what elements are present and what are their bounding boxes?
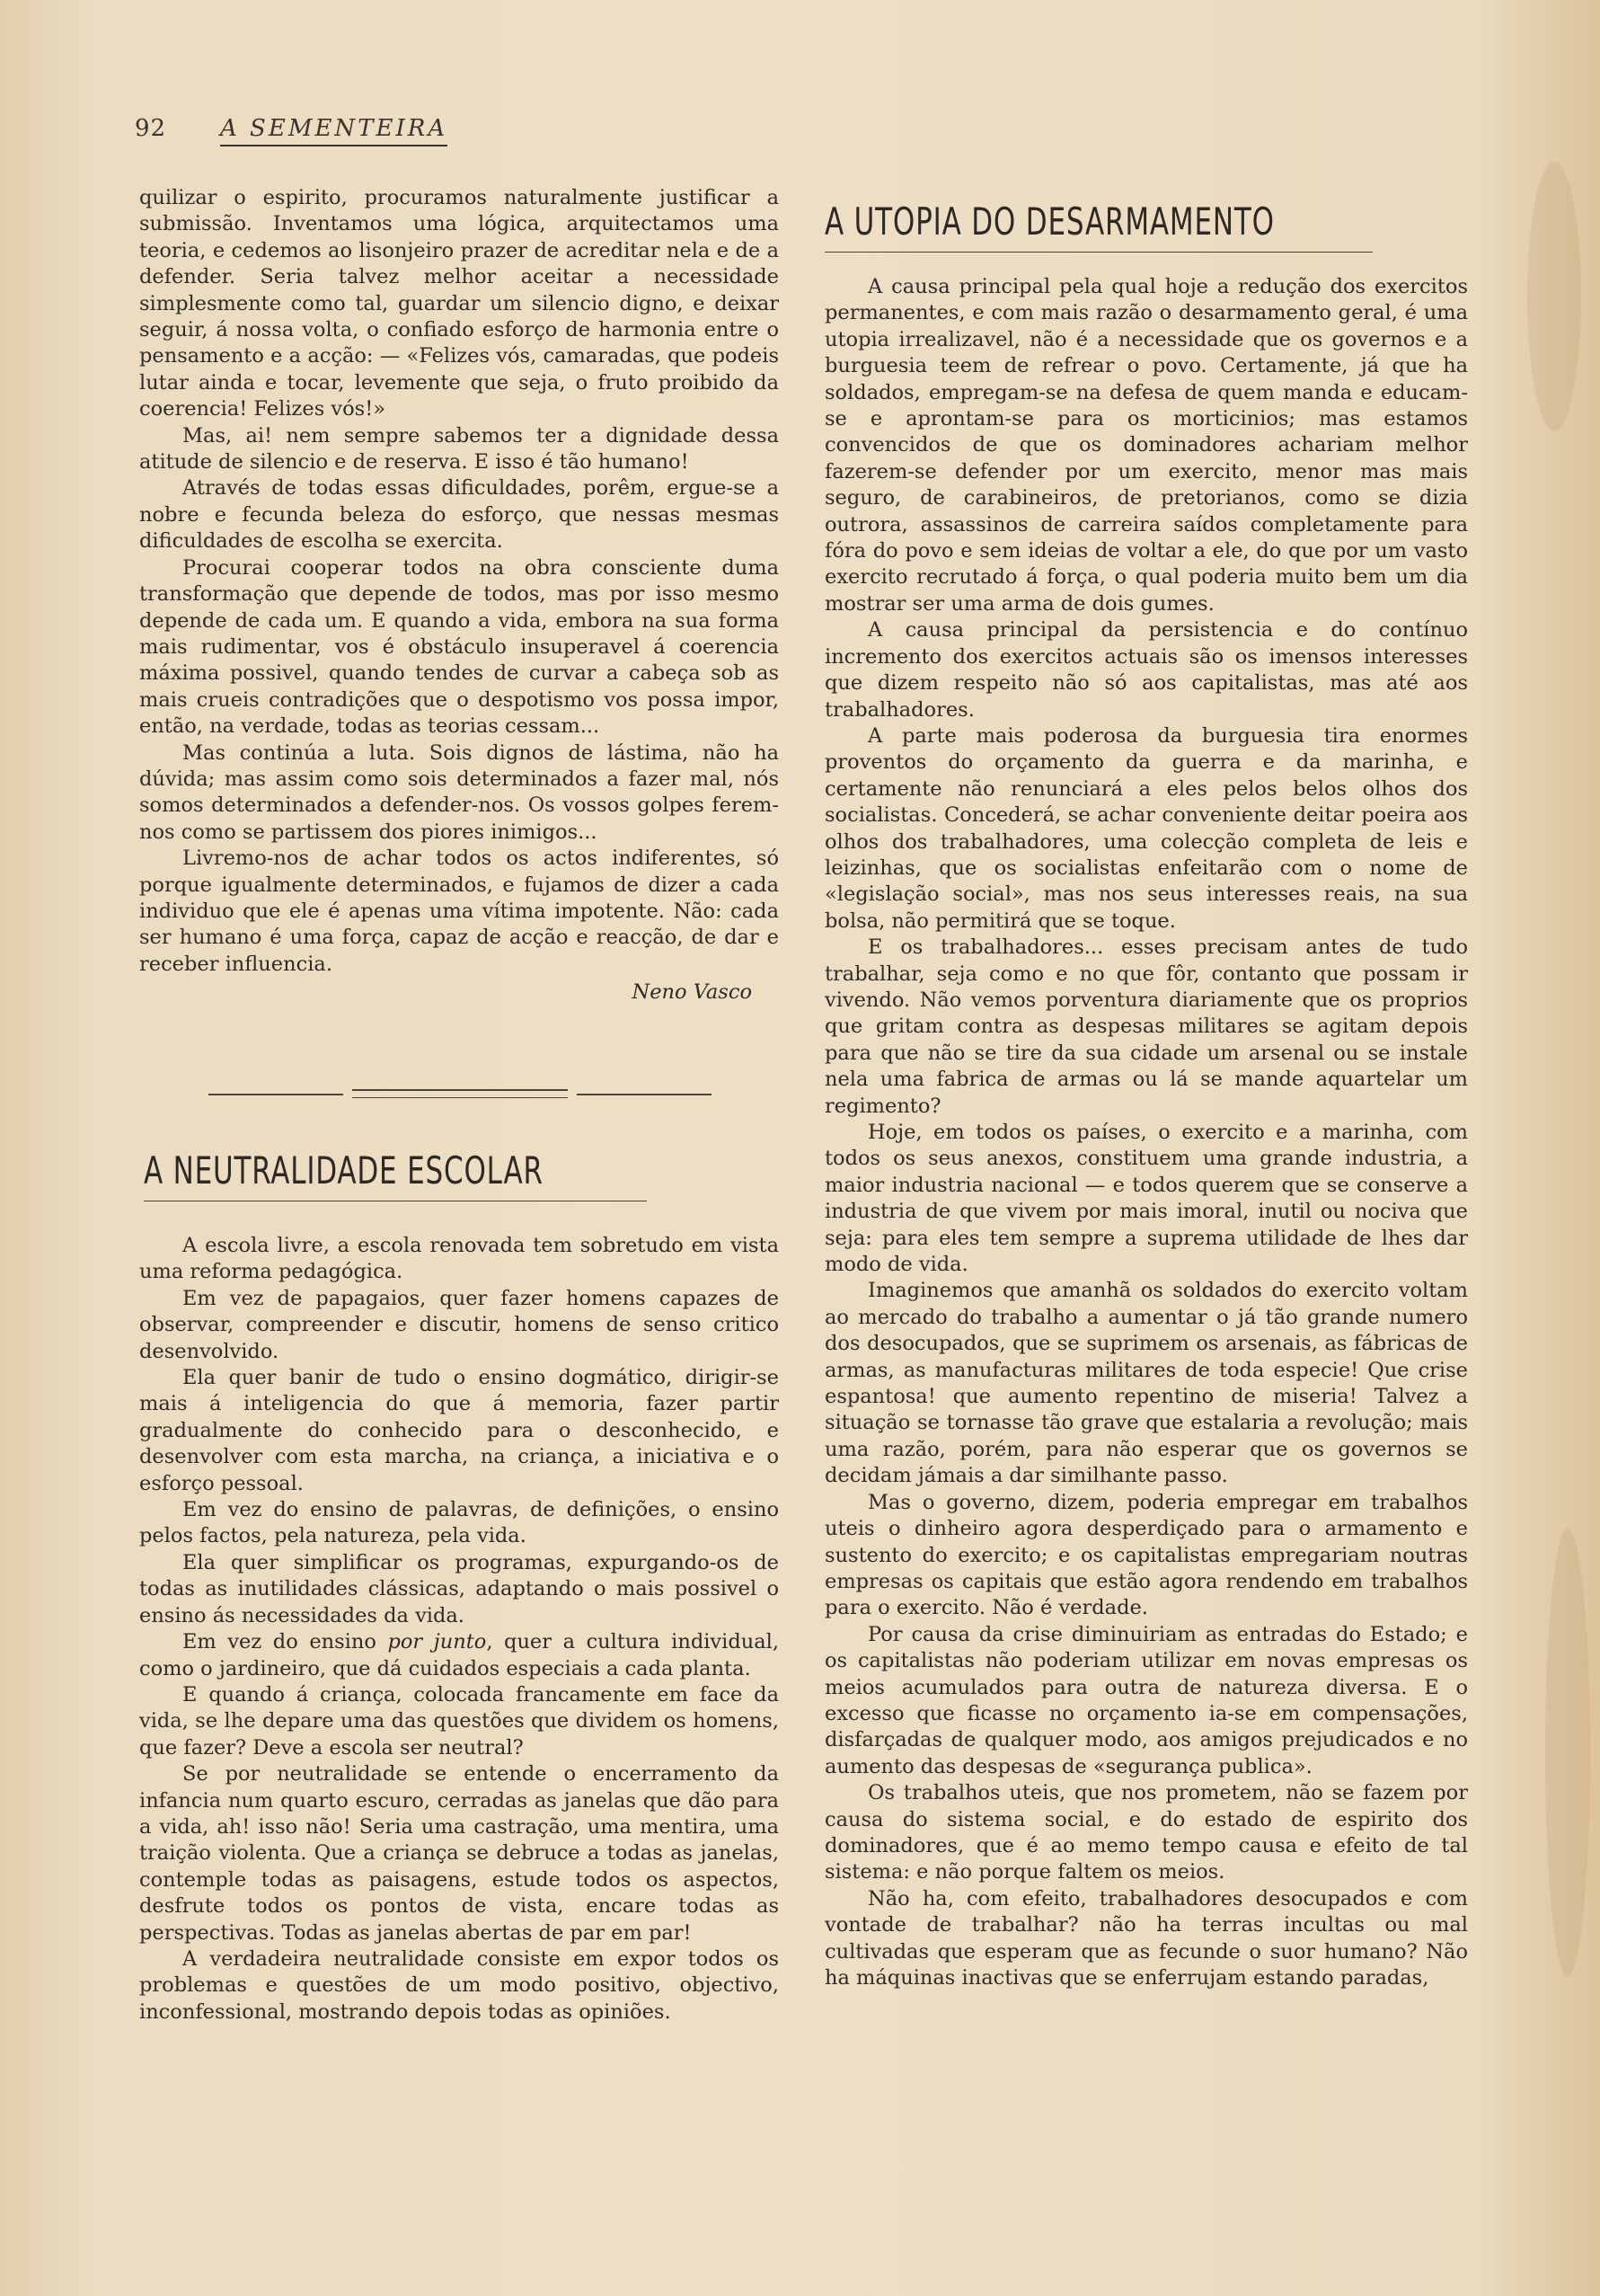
paragraph: A escola livre, a escola renovada tem sobretudo em vista uma reforma pedagógica.: [139, 1234, 779, 1284]
left-column-article-continuation: [139, 185, 779, 1006]
paragraph: Se por neutralidade se entende o encerramento da infancia num quarto escuro, cerradas as janelas que dão para a vida, ah! isso não! Seria uma castração, uma mentira, uma traição violenta. Que a criança se debruce a todas as janelas, contemple todas as paisagens, estude todos os aspectos, desfrute todos os pontos de vista, encare todas as perspectivas. Todas as janelas abertas de par em par!: [139, 1762, 779, 1945]
paragraph: Mas continúa a luta. Sois dignos de lástima, não ha dúvida; mas assim como sois determinados a fazer mal, nós somos determinados a defender-nos. Os vossos golpes ferem-nos como se partissem dos piores inimigos...: [139, 740, 779, 844]
paragraph: E quando á criança, colocada francamente em face da vida, se lhe depare uma das questões que dividem os homens, que fazer? Deve a escola ser neutral?: [139, 1682, 779, 1760]
page-number: 92: [135, 115, 167, 142]
article-title-utopia: A UTOPIA DO DESARMAMENTO: [825, 199, 1275, 244]
paragraph: A causa principal da persistencia e do contínuo incremento dos exercitos actuais são os imensos interesses que dizem respeito não só aos capitalistas, mas até aos trabalhadores.: [825, 618, 1468, 722]
paragraph: Em vez do ensino por junto, quer a cultura individual, como o jardineiro, que dá cuidados especiais a cada planta.: [139, 1630, 779, 1680]
paragraph: Livremo-nos de achar todos os actos indiferentes, só porque igualmente determinados, e fujamos de dizer a cada individuo que ele é apenas uma vítima impotente. Não: cada ser humano é uma força, capaz de acção e reacção, de dar e receber influencia.: [139, 847, 779, 976]
paragraph: Mas o governo, dizem, poderia empregar em trabalhos uteis o dinheiro agora desperdiçado para o armamento e sustento do exercito; e os capitalistas empregariam noutras empresas os capitais que estão agora rendendo em trabalhos para o exercito. Não é verdade.: [825, 1490, 1468, 1620]
paragraph: Ela quer banir de tudo o ensino dogmático, dirigir-se mais á inteligencia do que á memoria, fazer partir gradualmente do conhecido para o desconhecido, e desenvolver com esta marcha, na criança, a iniciativa e o esforço pessoal.: [139, 1366, 779, 1495]
page-header: [135, 115, 764, 151]
paragraph: Mas, ai! nem sempre sabemos ter a dignidade dessa atitude de silencio e de reserva. E isso é tão humano!: [139, 423, 779, 474]
article-neutralidade-body: [139, 1233, 779, 2026]
paragraph: Por causa da crise diminuiriam as entradas do Estado; e os capitalistas não poderiam utilizar em novas empresas os meios acumulados para outra de natureza diversa. E o excesso que ficasse no orçamento ia-se em compensações, disfarçadas de qualquer modo, aos amigos prejudicados e no aumento das despesas de «segurança publica».: [825, 1622, 1468, 1778]
paragraph: Não ha, com efeito, trabalhadores desocupados e com vontade de trabalhar? não ha terras incultas ou mal cultivadas que esperam que as fecunde o suor humano? Não ha máquinas inactivas que se enferrujam estando paradas,: [825, 1886, 1468, 1990]
paragraph: Em vez do ensino de palavras, de definições, o ensino pelos factos, pela natureza, pela vida.: [139, 1498, 779, 1548]
paragraph: Hoje, em todos os países, o exercito e a marinha, com todos os seus anexos, constituem uma grande industria, a maior industria nacional — e todos querem que se conserve a industria de que vivem por mais imoral, inutil ou nociva que seja: para eles tem sempre a suprema utilidade de lhes dar modo de vida.: [825, 1121, 1468, 1277]
paper-stain: [1527, 162, 1581, 431]
paragraph: A verdadeira neutralidade consiste em expor todos os problemas e questões de um modo positivo, objectivo, inconfessional, mostrando depois todas as opiniões.: [139, 1946, 779, 2024]
paragraph: A causa principal pela qual hoje a redução dos exercitos permanentes, e com mais razão o desarmamento geral, é uma utopia irrealizavel, não é a necessidade que os governos e a burguesia teem de refrear o povo. Certamente, já que ha soldados, empregam-se na defesa de quem manda e educam-se e aprontam-se para os morticinios; mas estamos convencidos de que os dominadores achariam melhor fazerem-se defender por um exercito, menor mas mais seguro, de carabineiros, de pretorianos, como se dizia outrora, assassinos de carreira saídos completamente para fóra do povo e sem ideias de voltar a ele, do que por um vasto exercito recrutado á força, o qual poderia muito bem um dia mostrar ser uma arma de dois gumes.: [825, 275, 1468, 616]
paragraph: E os trabalhadores... esses precisam antes de tudo trabalhar, seja como e no que fôr, contanto que possam ir vivendo. Não vemos porventura diariamente que os proprios que gritam contra as despesas militares se agitam depois para que não se tire da sua cidade um arsenal ou se instale nela uma fabrica de armas ou lá se mande aquartelar um regimento?: [825, 935, 1468, 1118]
paragraph: Através de todas essas dificuldades, porêm, ergue-se a nobre e fecunda beleza do esforço, que nessas mesmas dificuldades de escolha se exercita.: [139, 476, 779, 554]
paragraph: quilizar o espirito, procuramos naturalmente justificar a submissão. Inventamos uma lógica, arquitectamos uma teoria, e cedemos ao lisonjeiro prazer de acreditar nela e de a defender. Seria talvez melhor aceitar a necessidade simplesmente como tal, guardar um silencio digno, e deixar seguir, á nossa volta, o confiado esforço de harmonia entre o pensamento e a acção: — «Felizes vós, camaradas, que podeis lutar ainda e tocar, levemente que seja, o fruto proibido da coerencia! Felizes vós!»: [139, 186, 779, 421]
paragraph: A parte mais poderosa da burguesia tira enormes proventos do orçamento da guerra e da marinha, e certamente não renunciará a eles pelos belos olhos dos socialistas. Concederá, se achar conveniente deitar poeira aos olhos dos trabalhadores, uma colecção completa de leis e leizinhas, que os socialistas enfeitarão com o nome de «legislação social», mas nos seus interesses reais, na sua bolsa, não permitirá que se toque.: [825, 723, 1468, 933]
author-signature: Neno Vasco: [632, 980, 752, 1005]
title-underline: [825, 252, 1373, 253]
article-utopia-body: [825, 274, 1468, 1991]
publication-title: A SEMENTEIRA: [220, 115, 447, 146]
paragraph: Os trabalhos uteis, que nos prometem, não se fazem por causa do sistema social, e do estado de espirito dos dominadores, que é ao memo tempo causa e efeito de tal sistema: e não porque faltem os meios.: [825, 1781, 1468, 1884]
article-title-neutralidade: A NEUTRALIDADE ESCOLAR: [144, 1148, 544, 1192]
paragraph: Ela quer simplificar os programas, expurgando-os de todas as inutilidades clássicas, adaptando o mais possivel o ensino ás necessidades da vida.: [139, 1550, 779, 1627]
paragraph: Em vez de papagaios, quer fazer homens capazes de observar, compreender e discutir, homens de senso critico desenvolvido.: [139, 1286, 779, 1363]
paper-stain: [1545, 1528, 1590, 1977]
paragraph: Procurai cooperar todos na obra consciente duma transformação que depende de todos, mas por isso mesmo depende de cada um. E quando a vida, embora na sua forma mais rudimentar, vos é obstáculo insuperavel á coerencia máxima possivel, quando tendes de curvar a cabeça sob as mais crueis contradições que o despotismo vos possa impor, então, na verdade, todas as teorias cessam...: [139, 555, 779, 739]
paragraph: Imaginemos que amanhã os soldados do exercito voltam ao mercado do trabalho a aumentar o já tão grande numero dos desocupados, que se suprimem os arsenais, as fábricas de armas, as manufacturas militares de toda especie! Que crise espantosa! que aumento repentino de miseria! Talvez a situação se tornasse tão grave que estalaria a revolução; mais uma razão, porém, para não esperar que os governos se decidam jámais a dar similhante passo.: [825, 1279, 1468, 1488]
section-divider: [208, 1089, 712, 1100]
